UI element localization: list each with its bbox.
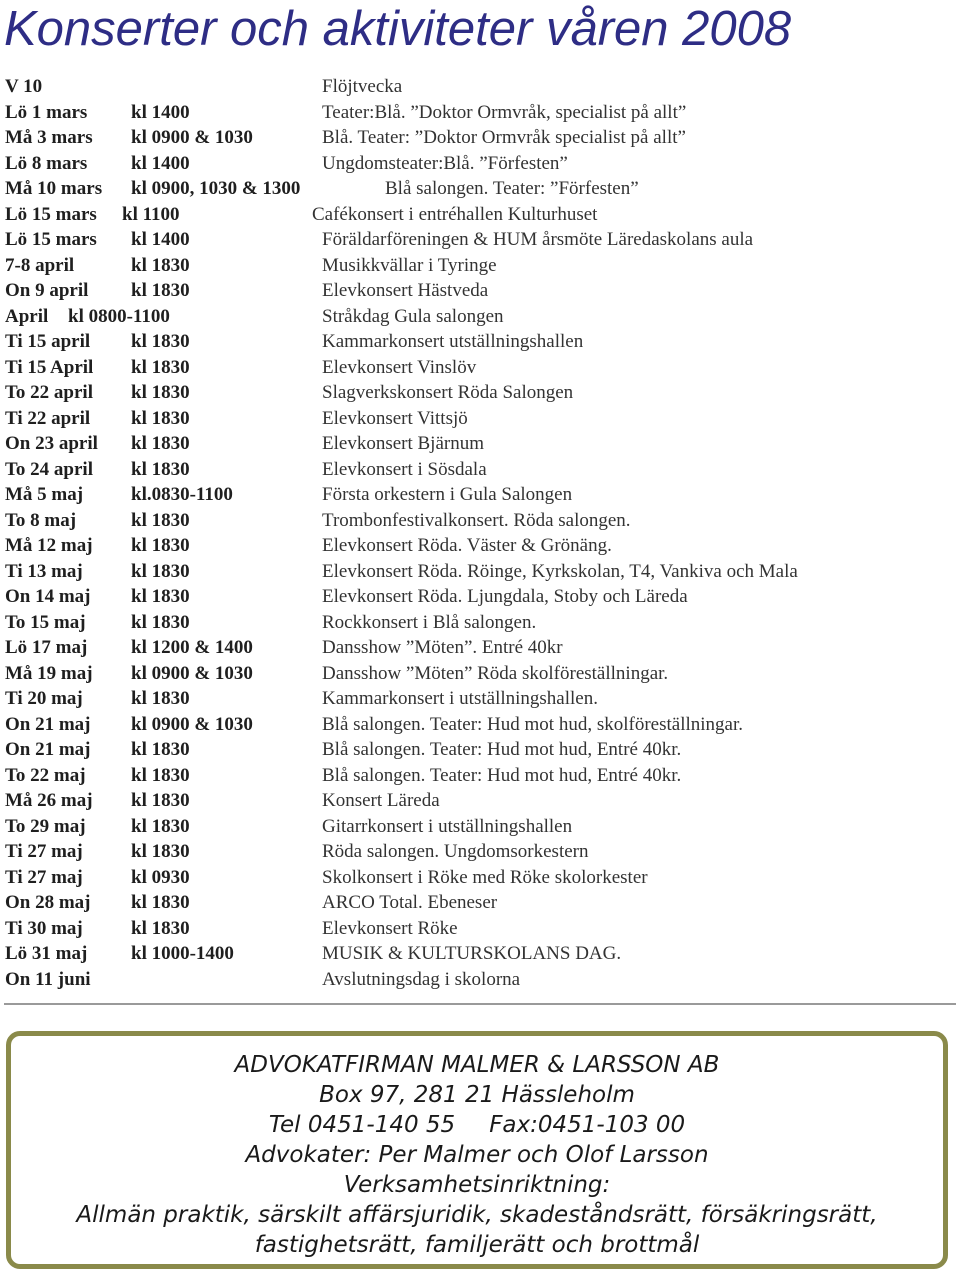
schedule-event: Blå salongen. Teater: Hud mot hud, Entré 40kr. <box>322 764 682 786</box>
schedule-row <box>0 712 960 737</box>
schedule-date: Lö 31 maj <box>5 943 88 964</box>
schedule-date: On 28 maj <box>5 892 91 913</box>
schedule-row <box>0 253 960 278</box>
schedule-time: kl 1830 <box>131 254 190 276</box>
schedule-date: Må 10 mars <box>5 178 103 199</box>
schedule-event: Elevkonsert Röda. Ljungdala, Stoby och Läreda <box>322 586 688 607</box>
schedule-date: Må 26 maj <box>5 790 93 811</box>
schedule-row <box>0 584 960 609</box>
schedule-event: Föräldarföreningen & HUM årsmöte Läredaskolans aula <box>322 229 754 250</box>
schedule-time: kl 1400 <box>131 152 190 174</box>
schedule-row <box>0 865 960 890</box>
schedule-date: Ti 27 maj <box>5 841 83 862</box>
schedule-time: kl 1830 <box>131 433 190 454</box>
schedule-date: To 8 maj <box>5 509 77 531</box>
schedule-date: On 21 maj <box>5 739 91 760</box>
schedule-event: Flöjtvecka <box>322 76 403 97</box>
schedule-time: kl 1830 <box>131 611 190 633</box>
schedule-time: kl 1400 <box>131 229 190 250</box>
schedule-date: Ti 15 april <box>5 331 91 352</box>
schedule-event: Elevkonsert Röke <box>322 917 458 939</box>
schedule-event: ARCO Total. Ebeneser <box>322 892 498 913</box>
schedule-date: To 29 maj <box>5 815 86 837</box>
schedule-time: kl 1830 <box>131 739 190 760</box>
schedule-date: Lö 15 mars <box>5 229 97 250</box>
schedule-row <box>0 278 960 303</box>
schedule-row <box>0 355 960 380</box>
schedule-event: Konsert Läreda <box>322 790 440 811</box>
schedule-time: kl 1830 <box>131 535 190 556</box>
ad-phone: Tel 0451-140 55 <box>268 1112 456 1138</box>
schedule-time: kl 1830 <box>131 892 190 913</box>
schedule-event: Blå. Teater: ”Doktor Ormvråk specialist på allt” <box>322 127 686 148</box>
schedule-event: Första orkestern i Gula Salongen <box>322 484 573 505</box>
schedule-time: kl.0830-1100 <box>131 484 233 505</box>
schedule-event: Ungdomsteater:Blå. ”Förfesten” <box>322 152 568 174</box>
schedule-row <box>0 227 960 252</box>
schedule-row <box>0 482 960 507</box>
ad-lawyers: Advokater: Per Malmer och Olof Larsson <box>245 1142 709 1168</box>
schedule-date: Ti 20 maj <box>5 688 83 709</box>
schedule-event: Elevkonsert Vinslöv <box>322 356 477 378</box>
schedule-time: kl 1000-1400 <box>131 943 234 964</box>
page-title: Konserter och aktiviteter våren 2008 <box>4 2 792 56</box>
schedule-date: Lö 17 maj <box>5 637 88 658</box>
schedule-row <box>0 380 960 405</box>
schedule-event: Elevkonsert Röda. Väster & Grönäng. <box>322 535 612 556</box>
schedule-row <box>0 176 960 201</box>
schedule-date: Må 19 maj <box>5 662 93 684</box>
schedule-row <box>0 814 960 839</box>
schedule-time: kl 1830 <box>131 382 190 403</box>
schedule-event: MUSIK & KULTURSKOLANS DAG. <box>322 943 622 964</box>
advertisement-content <box>11 1050 943 1260</box>
schedule-row <box>0 533 960 558</box>
schedule-date: To 24 april <box>5 458 93 480</box>
schedule-row <box>0 967 960 992</box>
schedule-time: kl 1830 <box>131 458 190 480</box>
schedule-event: Avslutningsdag i skolorna <box>322 968 521 990</box>
schedule-event: Röda salongen. Ungdomsorkestern <box>322 841 589 862</box>
schedule-row <box>0 202 960 227</box>
schedule-date: On 11 juni <box>5 968 91 990</box>
schedule-date: Lö 1 mars <box>5 101 88 123</box>
schedule-date: Ti 30 maj <box>5 917 83 939</box>
schedule-event: Teater:Blå. ”Doktor Ormvråk, specialist på allt” <box>322 101 687 123</box>
schedule-time: kl 0900 & 1030 <box>131 662 253 684</box>
schedule-row <box>0 788 960 813</box>
divider-line <box>4 1003 956 1005</box>
schedule-date: Ti 22 april <box>5 407 91 429</box>
schedule-event: Blå salongen. Teater: Hud mot hud, skolföreställningar. <box>322 713 743 735</box>
schedule-time: kl 0900 & 1030 <box>131 713 253 735</box>
schedule-row <box>0 610 960 635</box>
schedule-time: kl 0900 & 1030 <box>131 127 253 148</box>
schedule-event: Elevkonsert Hästveda <box>322 280 489 301</box>
schedule-row <box>0 304 960 329</box>
schedule-time: kl 1830 <box>131 407 190 429</box>
schedule-event: Gitarrkonsert i utställningshallen <box>322 815 573 837</box>
schedule-date: To 15 maj <box>5 611 86 633</box>
schedule-row <box>0 916 960 941</box>
schedule-event: Kammarkonsert utställningshallen <box>322 331 584 352</box>
schedule-event: Dansshow ”Möten”. Entré 40kr <box>322 637 563 658</box>
schedule-time: kl 1830 <box>131 509 190 531</box>
schedule-row <box>0 329 960 354</box>
ad-focus-line-2: fastighetsrätt, familjerätt och brottmål <box>254 1232 700 1258</box>
schedule-row <box>0 635 960 660</box>
schedule-event: Skolkonsert i Röke med Röke skolorkester <box>322 866 648 888</box>
schedule-date: On 21 maj <box>5 713 91 735</box>
schedule-time: kl 1830 <box>131 764 190 786</box>
schedule-time: kl 0800-1100 <box>68 305 170 327</box>
schedule-row <box>0 686 960 711</box>
schedule-date: On 9 april <box>5 280 89 301</box>
advertisement-box <box>6 1031 948 1269</box>
schedule-row <box>0 431 960 456</box>
schedule-event: Stråkdag Gula salongen <box>322 305 504 327</box>
schedule-date: Må 12 maj <box>5 535 93 556</box>
ad-address: Box 97, 281 21 Hässleholm <box>319 1082 635 1108</box>
schedule-event: Blå salongen. Teater: ”Förfesten” <box>385 178 639 199</box>
schedule-event: Musikkvällar i Tyringe <box>322 254 497 276</box>
schedule-time: kl 1830 <box>131 331 190 352</box>
schedule-time: kl 1830 <box>131 586 190 607</box>
schedule-time: kl 1100 <box>122 203 180 225</box>
schedule-event: Elevkonsert Röda. Röinge, Kyrkskolan, T4, Vankiva och Mala <box>322 560 798 582</box>
schedule-time: kl 1830 <box>131 841 190 862</box>
ad-focus-line-1: Allmän praktik, särskilt affärsjuridik, skadeståndsrätt, försäkringsrätt, <box>76 1202 878 1228</box>
schedule-date: To 22 maj <box>5 764 86 786</box>
schedule-event: Kammarkonsert i utställningshallen. <box>322 688 598 709</box>
schedule-time: kl 1830 <box>131 280 190 301</box>
schedule-date: V 10 <box>5 76 43 97</box>
schedule-time: kl 1830 <box>131 356 190 378</box>
schedule-time: kl 0930 <box>131 866 190 888</box>
schedule-event: Slagverkskonsert Röda Salongen <box>322 382 574 403</box>
schedule-row <box>0 100 960 125</box>
schedule-date: Ti 15 April <box>5 356 94 378</box>
schedule-event: Cafékonsert i entréhallen Kulturhuset <box>312 203 598 225</box>
schedule-date: Lö 15 mars <box>5 203 97 225</box>
schedule-date: To 22 april <box>5 382 93 403</box>
schedule-date: Må 5 maj <box>5 484 84 505</box>
schedule-time: kl 1830 <box>131 815 190 837</box>
schedule-event: Elevkonsert Bjärnum <box>322 433 484 454</box>
schedule-date: Må 3 mars <box>5 127 93 148</box>
schedule-row <box>0 661 960 686</box>
schedule-event: Elevkonsert Vittsjö <box>322 407 468 429</box>
schedule-time: kl 1830 <box>131 790 190 811</box>
schedule-row <box>0 406 960 431</box>
schedule-row <box>0 508 960 533</box>
ad-contact-line <box>11 1110 943 1140</box>
schedule-row <box>0 941 960 966</box>
schedule-date: Lö 8 mars <box>5 152 88 174</box>
schedule-time: kl 1200 & 1400 <box>131 637 253 658</box>
schedule-date: April <box>5 305 49 327</box>
schedule-row <box>0 559 960 584</box>
schedule-row <box>0 763 960 788</box>
schedule-row <box>0 151 960 176</box>
schedule-event: Dansshow ”Möten” Röda skolföreställningar. <box>322 662 669 684</box>
ad-focus-heading: Verksamhetsinriktning: <box>343 1172 611 1198</box>
schedule-row <box>0 125 960 150</box>
schedule-event: Trombonfestivalkonsert. Röda salongen. <box>322 509 631 531</box>
schedule-date: On 23 april <box>5 433 98 454</box>
schedule-date: Ti 13 maj <box>5 560 83 582</box>
schedule-date: Ti 27 maj <box>5 866 83 888</box>
schedule-time: kl 1830 <box>131 688 190 709</box>
schedule-time: kl 1830 <box>131 917 190 939</box>
schedule-time: kl 0900, 1030 & 1300 <box>131 178 301 199</box>
ad-company-name: ADVOKATFIRMAN MALMER & LARSSON AB <box>234 1052 720 1078</box>
schedule-row <box>0 457 960 482</box>
schedule-row <box>0 74 960 99</box>
ad-fax: Fax:0451-103 00 <box>489 1112 686 1138</box>
schedule-event: Rockkonsert i Blå salongen. <box>322 611 537 633</box>
schedule-date: On 14 maj <box>5 586 91 607</box>
schedule-date: 7-8 april <box>5 254 75 276</box>
schedule-time: kl 1830 <box>131 560 190 582</box>
schedule-event: Elevkonsert i Sösdala <box>322 458 487 480</box>
schedule-row <box>0 839 960 864</box>
schedule-row <box>0 890 960 915</box>
schedule-event: Blå salongen. Teater: Hud mot hud, Entré 40kr. <box>322 739 682 760</box>
schedule-row <box>0 737 960 762</box>
schedule-time: kl 1400 <box>131 101 190 123</box>
